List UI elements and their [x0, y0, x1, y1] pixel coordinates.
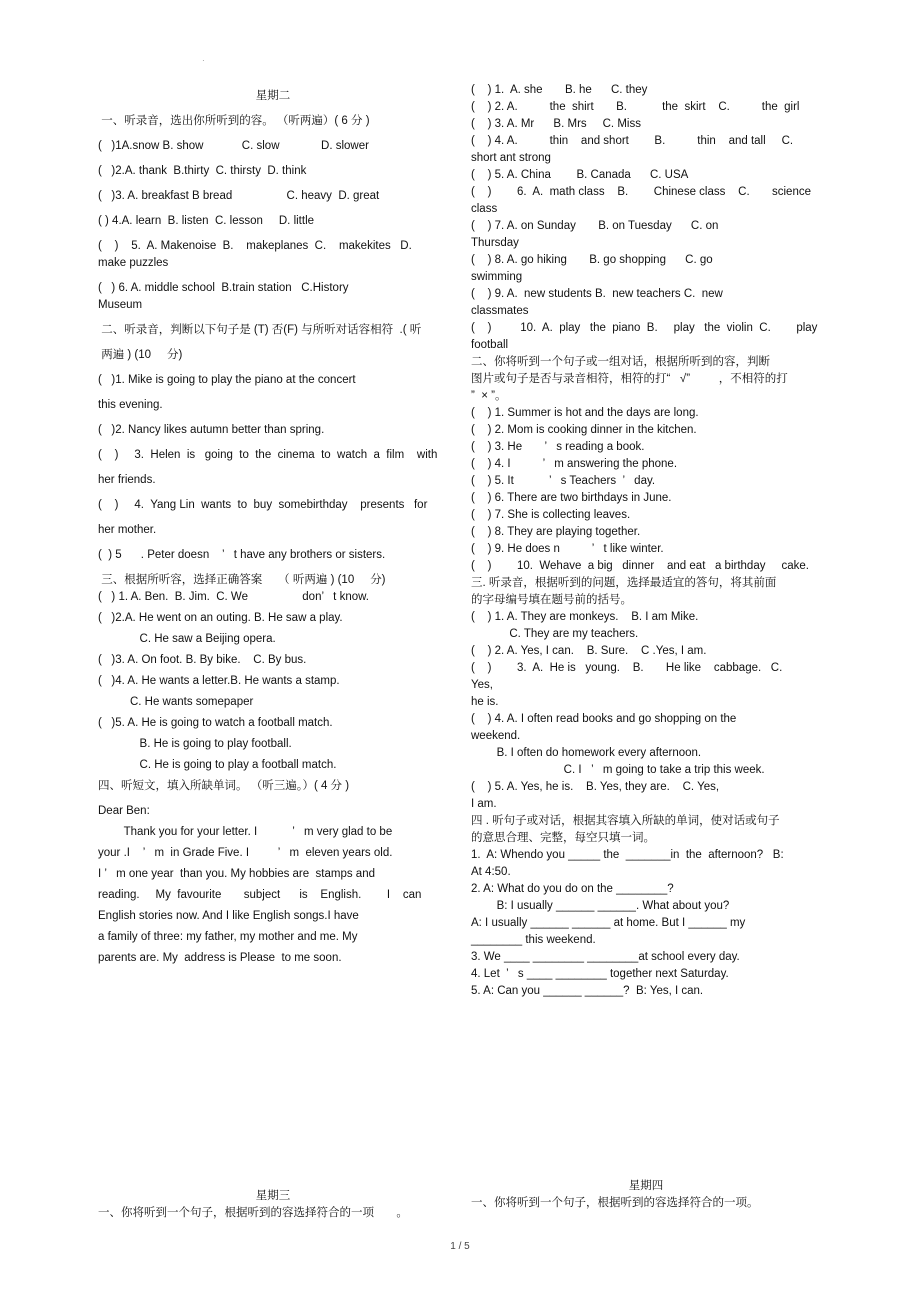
- section-heading: 四 . 听句子或对话，根据其容填入所缺的单词，使对话或句子: [471, 815, 780, 827]
- text-line: ( ) 6. There are two birthdays in June.: [471, 492, 672, 504]
- text-line: ” × ”。: [471, 390, 507, 402]
- text-line: 2. A: What do you do on the ________?: [471, 883, 674, 895]
- text-line: ( ) 5 . Peter doesn ’ t have any brothers or sisters.: [98, 549, 386, 561]
- scan-mark: ·: [202, 56, 205, 65]
- text-line: C. I ’ m going to take a trip this week.: [471, 764, 765, 776]
- text-line: C. He is going to play a football match.: [98, 759, 337, 771]
- spacer: [98, 314, 448, 322]
- text-line: B. I often do homework every afternoon.: [471, 747, 702, 759]
- text-line: ( ) 3. He ’ s reading a book.: [471, 441, 645, 453]
- text-line: ( ) 1. A. They are monkeys. B. I am Mike.: [471, 611, 699, 623]
- left-column: [98, 88, 448, 967]
- text-line: ( ) 5. A. Yes, he is. B. Yes, they are. C. Yes,: [471, 781, 720, 793]
- text-line: ( )5. A. He is going to watch a football match.: [98, 717, 333, 729]
- spacer: [98, 180, 448, 188]
- text-line: ( ) 10. A. play the piano B. play the violin C. play: [471, 322, 818, 334]
- text-line: English stories now. And I like English songs.I have: [98, 910, 359, 922]
- text-line: ( )4. A. He wants a letter.B. He wants a stamp.: [98, 675, 340, 687]
- text-line: C. He wants somepaper: [98, 696, 254, 708]
- text-line: I am.: [471, 798, 497, 810]
- text-line: ( ) 8. A. go hiking B. go shopping C. go: [471, 254, 713, 266]
- text-line: class: [471, 203, 498, 215]
- text-line: ( ) 9. He does n ’ t like winter.: [471, 543, 664, 555]
- text-line: ( ) 4. A. I often read books and go shopping on the: [471, 713, 737, 725]
- spacer: [98, 364, 448, 372]
- text-line: 3. We ____ ________ ________at school every day.: [471, 951, 740, 963]
- text-line: ( ) 7. She is collecting leaves.: [471, 509, 631, 521]
- text-line: 4. Let ’ s ____ ________ together next Saturday.: [471, 968, 729, 980]
- spacer: [98, 564, 448, 572]
- text-line: ( ) 4. A. thin and short B. thin and tall C.: [471, 135, 794, 147]
- text-line: B: I usually ______ ______. What about you?: [471, 900, 730, 912]
- text-line: ( ) 1. A. Ben. B. Jim. C. We don’ t know.: [98, 591, 369, 603]
- text-line: 两遍 ) (10 分): [98, 349, 183, 361]
- section-heading: 一、听录音，选出你所听到的容。 （听两遍）( 6 分 ): [98, 115, 370, 127]
- text-line: 的字母编号填在题号前的括号。: [471, 594, 632, 606]
- text-line: At 4:50.: [471, 866, 511, 878]
- text-line: ( ) 8. They are playing together.: [471, 526, 641, 538]
- text-line: ( ) 1. A. she B. he C. they: [471, 84, 648, 96]
- text-line: ( )3. A. On foot. B. By bike. C. By bus.: [98, 654, 307, 666]
- text-line: a family of three: my father, my mother and me. My: [98, 931, 358, 943]
- text-line: ( ) 1. Summer is hot and the days are long.: [471, 407, 699, 419]
- text-line: parents are. My address is Please to me soon.: [98, 952, 342, 964]
- text-line: classmates: [471, 305, 529, 317]
- text-line: B. He is going to play football.: [98, 738, 292, 750]
- text-line: swimming: [471, 271, 523, 283]
- text-line: ( ) 10. Wehave a big dinner and eat a birthday cake.: [471, 560, 809, 572]
- text-line: ( )1. Mike is going to play the piano at the concert: [98, 374, 356, 386]
- section-heading: 一、你将听到一个句子，根据听到的容选择符合的一项 。: [98, 1207, 408, 1219]
- footer-right: [471, 1178, 821, 1212]
- text-line: reading. My favourite subject is English. I can: [98, 889, 422, 901]
- text-line: ( ) 3. A. He is young. B. He like cabbage. C. Yes,: [471, 662, 808, 691]
- spacer: [98, 464, 448, 472]
- text-line: ( ) 6. A. middle school B.train station C.History: [98, 282, 349, 294]
- text-line: ( ) 5. A. China B. Canada C. USA: [471, 169, 689, 181]
- text-line: he is.: [471, 696, 499, 708]
- text-line: her friends.: [98, 474, 156, 486]
- spacer: [98, 414, 448, 422]
- text-line: A: I usually ______ ______ at home. But I ______ my: [471, 917, 746, 929]
- spacer: [98, 155, 448, 163]
- text-line: ( ) 9. A. new students B. new teachers C. new: [471, 288, 723, 300]
- text-line: ( ) 4.A. learn B. listen C. lesson D. little: [98, 215, 315, 227]
- text-line: C. He saw a Beijing opera.: [98, 633, 276, 645]
- section-heading: 二、你将听到一个句子或一组对话，根据所听到的容，判断: [471, 356, 770, 368]
- text-line: ( )2.A. He went on an outing. B. He saw a play.: [98, 612, 343, 624]
- text-line: ( )1A.snow B. show C. slow D. slower: [98, 140, 369, 152]
- spacer: [98, 230, 448, 238]
- section-heading: 二、听录音，判断以下句子是 (T) 否(F) 与所听对话容相符 .( 听: [98, 324, 422, 336]
- spacer: [98, 339, 448, 347]
- section-heading: 三. 听录音，根据听到的问题，选择最适宜的答句，将其前面: [471, 577, 777, 589]
- text-line: 的意思合理、完整，每空只填一词。: [471, 832, 655, 844]
- text-line: ( ) 2. A. Yes, I can. B. Sure. C .Yes, I am.: [471, 645, 707, 657]
- text-line: Thank you for your letter. I ’ m very glad to be: [98, 826, 393, 838]
- right-column: [471, 82, 821, 1000]
- day-title: 星期二: [255, 90, 291, 102]
- text-line: her mother.: [98, 524, 157, 536]
- spacer: [98, 795, 448, 803]
- text-line: this evening.: [98, 399, 163, 411]
- text-line: C. They are my teachers.: [471, 628, 639, 640]
- text-line: ( ) 3. A. Mr B. Mrs C. Miss: [471, 118, 641, 130]
- section-heading: 三、根据所听容，选择正确答案 （ 听两遍 ) (10 分): [98, 574, 386, 586]
- text-line: ( ) 4. Yang Lin wants to buy somebirthday presents for: [98, 499, 428, 511]
- spacer: [98, 130, 448, 138]
- day-title: 星期四: [628, 1180, 664, 1192]
- spacer: [98, 272, 448, 280]
- text-line: Museum: [98, 299, 143, 311]
- text-line: ( ) 6. A. math class B. Chinese class C. science: [471, 186, 811, 198]
- text-line: short ant strong: [471, 152, 551, 164]
- spacer: [98, 489, 448, 497]
- section-heading: 一、你将听到一个句子，根据听到的容选择符合的一项。: [471, 1197, 759, 1209]
- text-line: ( )2. Nancy likes autumn better than spring.: [98, 424, 325, 436]
- text-line: ( ) 3. Helen is going to the cinema to watch a film with: [98, 449, 438, 461]
- text-line: Dear Ben:: [98, 805, 150, 817]
- spacer: [98, 514, 448, 522]
- text-line: football: [471, 339, 509, 351]
- text-line: I ’ m one year than you. My hobbies are stamps and: [98, 868, 375, 880]
- text-line: Thursday: [471, 237, 519, 249]
- text-line: ( ) 2. Mom is cooking dinner in the kitchen.: [471, 424, 697, 436]
- text-line: 图片或句子是否与录音相符，相符的打“ √” ，不相符的打: [471, 373, 788, 385]
- text-line: your .I ’ m in Grade Five. I ’ m eleven years old.: [98, 847, 393, 859]
- text-line: ( )3. A. breakfast B bread C. heavy D. great: [98, 190, 380, 202]
- page-number: 1 / 5: [450, 1241, 470, 1252]
- day-title: 星期三: [255, 1190, 291, 1202]
- text-line: ( ) 5. It ’ s Teachers ’ day.: [471, 475, 656, 487]
- section-heading: 四、听短文，填入所缺单词。 （听三遍。）( 4 分 ): [98, 780, 350, 792]
- text-line: ________ this weekend.: [471, 934, 596, 946]
- text-line: ( ) 2. A. the shirt B. the skirt C. the girl: [471, 101, 800, 113]
- text-line: make puzzles: [98, 257, 169, 269]
- text-line: ( ) 5. A. Makenoise B. makeplanes C. makekites D.: [98, 240, 412, 252]
- text-line: 5. A: Can you ______ ______? B: Yes, I can.: [471, 985, 704, 997]
- spacer: [98, 539, 448, 547]
- text-line: ( )2.A. thank B.thirty C. thirsty D. think: [98, 165, 307, 177]
- footer-left: [98, 1188, 448, 1222]
- spacer: [98, 205, 448, 213]
- spacer: [98, 439, 448, 447]
- text-line: ( ) 4. I ’ m answering the phone.: [471, 458, 678, 470]
- text-line: 1. A: Whendo you _____ the _______in the afternoon? B:: [471, 849, 784, 861]
- spacer: [98, 389, 448, 397]
- text-line: ( ) 7. A. on Sunday B. on Tuesday C. on: [471, 220, 719, 232]
- text-line: weekend.: [471, 730, 521, 742]
- spacer: [98, 105, 448, 113]
